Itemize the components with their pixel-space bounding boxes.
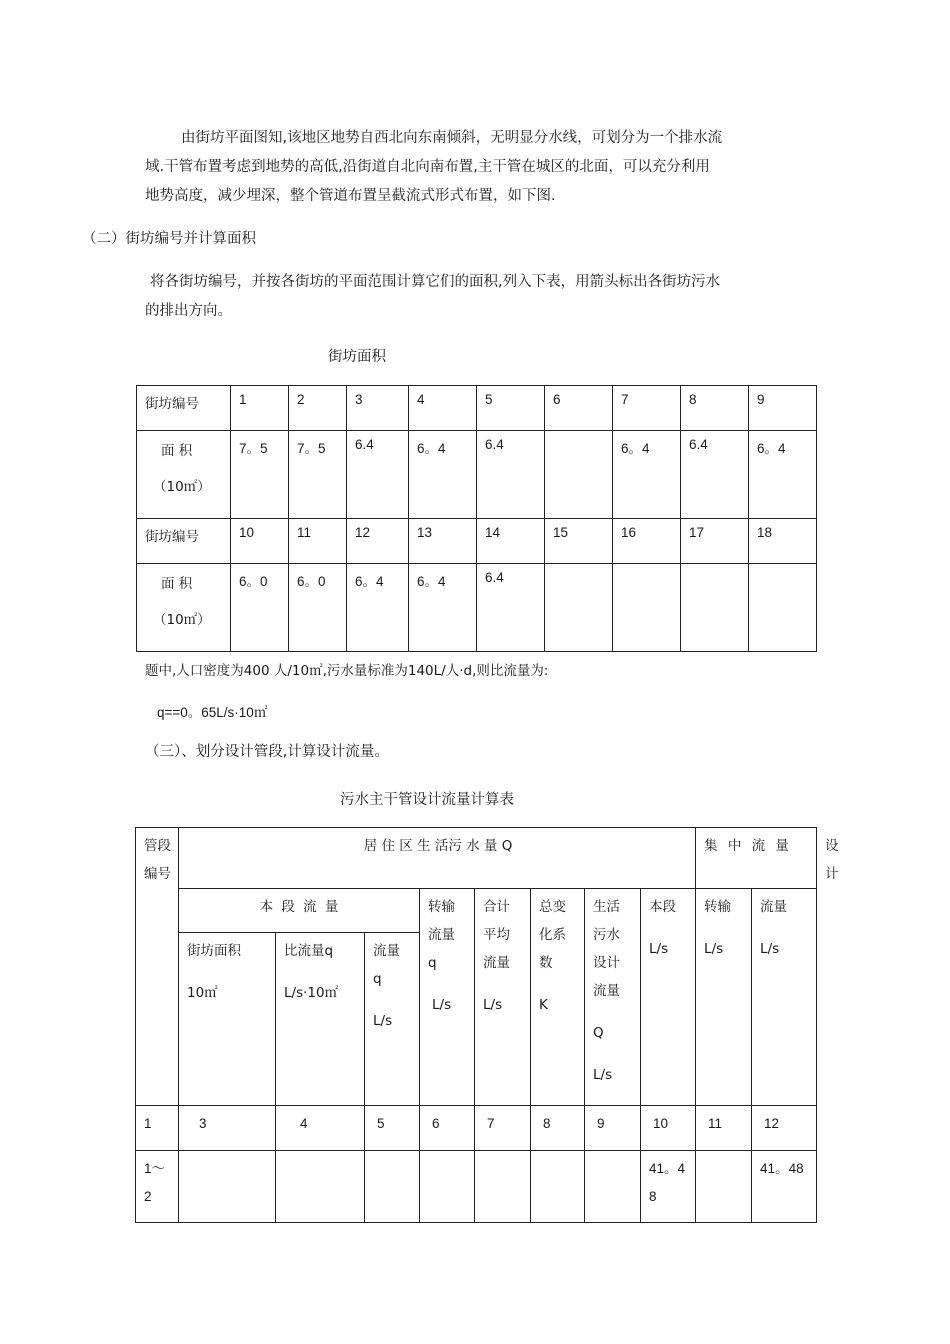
block-area bbox=[613, 564, 681, 652]
index-cell: 5 bbox=[365, 1106, 420, 1151]
header-line: 设计 bbox=[593, 955, 620, 971]
header-line: 转输 bbox=[428, 899, 455, 915]
block-area bbox=[545, 431, 613, 519]
section2-line-1: 将各街坊编号，并按各街坊的平面范围计算它们的面积,列入下表，用箭头标出各街坊污水 bbox=[150, 274, 721, 290]
intro-line-1: 由街坊平面图知,该地区地势自西北向东南倾斜，无明显分水线，可划分为一个排水流 bbox=[181, 130, 723, 146]
block-area: 6。4 bbox=[409, 431, 477, 519]
block-id: 18 bbox=[749, 519, 817, 564]
empty-cell bbox=[276, 1151, 365, 1223]
header-line: 流量 bbox=[593, 983, 620, 999]
block-id: 17 bbox=[681, 519, 749, 564]
transfer-flow-header bbox=[420, 889, 475, 1106]
header-line: 污水 bbox=[593, 927, 620, 943]
table1-title: 街坊面积 bbox=[328, 349, 386, 365]
intro-line-3: 地势高度，减少埋深，整个管道布置呈截流式形式布置，如下图. bbox=[145, 188, 556, 204]
header-line: 10㎡ bbox=[187, 985, 218, 1001]
intro-paragraph bbox=[145, 124, 815, 211]
block-area: 6。4 bbox=[749, 431, 817, 519]
block-id: 6 bbox=[545, 386, 613, 431]
block-id: 11 bbox=[289, 519, 347, 564]
header-line: L/s bbox=[704, 941, 724, 957]
block-area: 6。4 bbox=[613, 431, 681, 519]
empty-cell bbox=[420, 1151, 475, 1223]
central-flow-header: 集 中 流 量 bbox=[696, 828, 817, 889]
formula-text: q==0。65L/s·10㎡ bbox=[157, 705, 268, 720]
block-id: 16 bbox=[613, 519, 681, 564]
header-line: 转输 bbox=[704, 899, 732, 915]
table2-header-row-1: 管段编号 居 住 区 生 活污 水 量 Q 集 中 流 量 设计 bbox=[136, 828, 817, 889]
table2-header-row-2 bbox=[136, 889, 817, 933]
header-line: L/s bbox=[373, 1013, 393, 1029]
block-area: 6。0 bbox=[289, 564, 347, 652]
table2-data-row bbox=[136, 1151, 817, 1223]
header-line: L/s bbox=[649, 941, 669, 957]
table2-title: 污水主干管设计流量计算表 bbox=[340, 792, 514, 808]
block-area: 6。4 bbox=[409, 564, 477, 652]
block-area: 6。0 bbox=[231, 564, 289, 652]
index-cell: 1 bbox=[136, 1106, 179, 1151]
header-line: 流量 bbox=[483, 955, 510, 971]
local-flow-header: 本 段 流 量 bbox=[179, 889, 420, 933]
rate-header bbox=[276, 933, 365, 1106]
block-area: 6.4 bbox=[477, 431, 545, 519]
header-line: L/s bbox=[593, 1067, 613, 1083]
header-line: 街坊面积 bbox=[187, 943, 241, 959]
header-line: 生活 bbox=[593, 899, 620, 915]
central-local-value: 41。48 bbox=[641, 1151, 696, 1223]
header-line: L/s bbox=[432, 997, 452, 1013]
block-id: 4 bbox=[409, 386, 477, 431]
area-label-unit: （10㎡） bbox=[153, 479, 211, 495]
block-id: 12 bbox=[347, 519, 409, 564]
block-area bbox=[681, 564, 749, 652]
section2-heading: （二）街坊编号并计算面积 bbox=[82, 231, 256, 247]
block-id: 2 bbox=[289, 386, 347, 431]
table1-area-label bbox=[137, 431, 231, 519]
index-cell: 3 bbox=[179, 1106, 276, 1151]
block-id: 10 bbox=[231, 519, 289, 564]
index-cell: 4 bbox=[276, 1106, 365, 1151]
block-id: 7 bbox=[613, 386, 681, 431]
header-line: K bbox=[539, 997, 548, 1013]
header-line: 数 bbox=[539, 955, 553, 971]
header-line: 流量 bbox=[760, 899, 788, 915]
table1-id-label: 街坊编号 bbox=[137, 519, 231, 564]
header-line: 流量 bbox=[373, 943, 400, 959]
header-line: q bbox=[428, 955, 437, 971]
block-area: 6。4 bbox=[347, 564, 409, 652]
section2-line-2: 的排出方向。 bbox=[145, 303, 232, 319]
index-cell: 7 bbox=[475, 1106, 531, 1151]
block-id: 15 bbox=[545, 519, 613, 564]
central-transfer-header bbox=[696, 889, 752, 1106]
header-line: q bbox=[373, 971, 382, 987]
block-id: 1 bbox=[231, 386, 289, 431]
empty-cell bbox=[696, 1151, 752, 1223]
block-area: 7。5 bbox=[231, 431, 289, 519]
central-local-header bbox=[641, 889, 696, 1106]
flow-header bbox=[365, 933, 420, 1106]
block-area: 6.4 bbox=[681, 431, 749, 519]
block-id: 5 bbox=[477, 386, 545, 431]
empty-cell bbox=[365, 1151, 420, 1223]
header-line: 化系 bbox=[539, 927, 566, 943]
empty-cell bbox=[179, 1151, 276, 1223]
index-cell: 12 bbox=[752, 1106, 817, 1151]
header-line: L/s·10㎡ bbox=[284, 985, 339, 1001]
block-area: 7。5 bbox=[289, 431, 347, 519]
index-cell: 9 bbox=[585, 1106, 641, 1151]
empty-cell bbox=[475, 1151, 531, 1223]
pipe-segment-cell: 1～2 bbox=[136, 1151, 179, 1223]
note-text: 题中,人口密度为400 人/10㎡,污水量标准为140L/人·d,则比流量为: bbox=[145, 663, 549, 679]
resident-flow-header: 居 住 区 生 活污 水 量 Q bbox=[179, 828, 696, 889]
header-line: Q bbox=[593, 1025, 604, 1041]
header-line: 平均 bbox=[483, 927, 510, 943]
block-id: 14 bbox=[477, 519, 545, 564]
index-cell: 10 bbox=[641, 1106, 696, 1151]
k-factor-header bbox=[531, 889, 585, 1106]
index-cell: 11 bbox=[696, 1106, 752, 1151]
block-id: 8 bbox=[681, 386, 749, 431]
block-area bbox=[545, 564, 613, 652]
table1-id-row-2 bbox=[137, 519, 817, 564]
section3-heading: （三）、划分设计管段,计算设计流量。 bbox=[145, 744, 389, 760]
header-line: L/s bbox=[760, 941, 780, 957]
header-line: 流量 bbox=[428, 927, 455, 943]
area-label-text: 面 积 bbox=[161, 443, 193, 459]
area-label-text: 面 积 bbox=[161, 576, 193, 592]
header-line: 总变 bbox=[539, 899, 566, 915]
table1-id-row-1 bbox=[137, 386, 817, 431]
index-cell: 6 bbox=[420, 1106, 475, 1151]
intro-line-2: 域.干管布置考虑到地势的高低,沿街道自北向南布置,主干管在城区的北面，可以充分利用 bbox=[145, 159, 710, 175]
block-area: 6.4 bbox=[477, 564, 545, 652]
table2-index-row bbox=[136, 1106, 817, 1151]
header-line: 本段 bbox=[649, 899, 676, 915]
avg-flow-header bbox=[475, 889, 531, 1106]
pipe-segment-header: 管段编号 bbox=[136, 828, 179, 1106]
block-area-header bbox=[179, 933, 276, 1106]
header-line: 比流量q bbox=[284, 943, 334, 959]
design-flow-table bbox=[135, 827, 839, 1223]
design-flow-value: 41。48 bbox=[752, 1151, 817, 1223]
area-label-unit: （10㎡） bbox=[153, 612, 211, 628]
life-flow-header bbox=[585, 889, 641, 1106]
table1-area-row-1 bbox=[137, 431, 817, 519]
block-area-table bbox=[136, 385, 817, 652]
block-id: 3 bbox=[347, 386, 409, 431]
empty-cell bbox=[585, 1151, 641, 1223]
table1-area-label bbox=[137, 564, 231, 652]
design-flow-unit-header bbox=[752, 889, 817, 1106]
block-id: 13 bbox=[409, 519, 477, 564]
empty-cell bbox=[531, 1151, 585, 1223]
header-line: 合计 bbox=[483, 899, 510, 915]
table1-id-label: 街坊编号 bbox=[137, 386, 231, 431]
block-area bbox=[749, 564, 817, 652]
table1-area-row-2 bbox=[137, 564, 817, 652]
index-cell: 8 bbox=[531, 1106, 585, 1151]
block-id: 9 bbox=[749, 386, 817, 431]
header-line: L/s bbox=[483, 997, 503, 1013]
section2-paragraph bbox=[145, 268, 825, 326]
block-area: 6.4 bbox=[347, 431, 409, 519]
